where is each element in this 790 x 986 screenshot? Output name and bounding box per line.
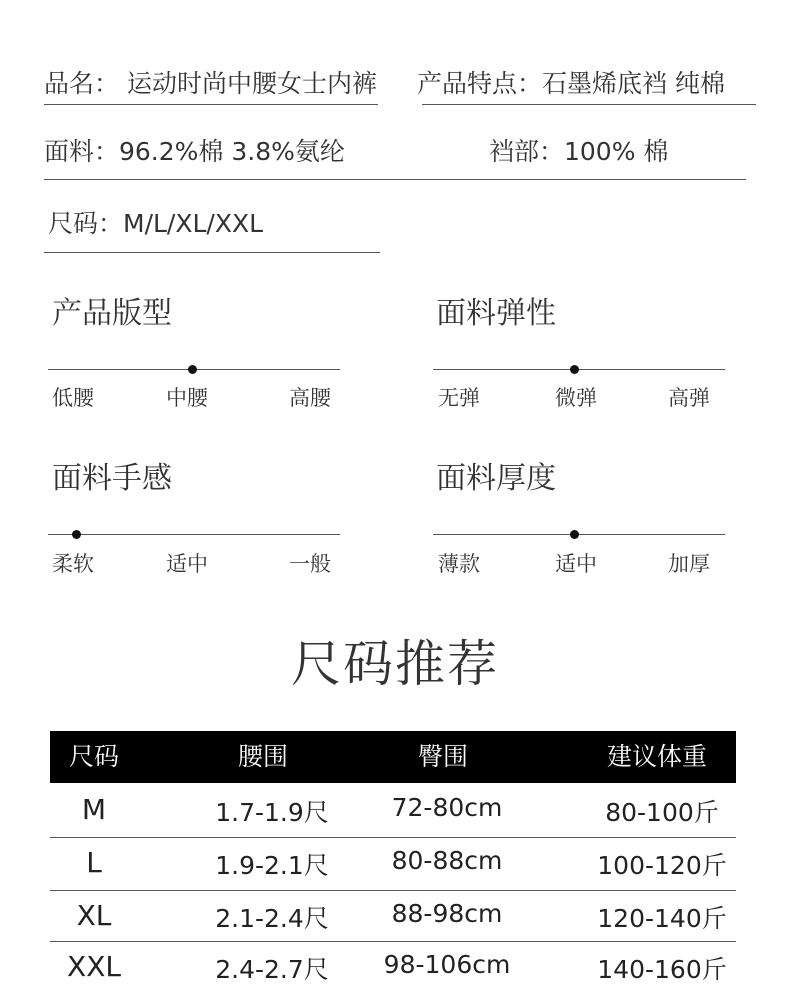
cell-weight: 140-160斤 xyxy=(597,955,727,984)
attribute-title: 面料厚度 xyxy=(436,461,556,496)
cell-size: M xyxy=(81,793,107,826)
scale-label: 适中 xyxy=(166,552,208,576)
cell-size: L xyxy=(86,846,102,879)
attribute-title: 面料弹性 xyxy=(436,296,556,331)
scale-label: 一般 xyxy=(289,552,331,576)
cell-waist: 1.9-2.1尺 xyxy=(215,851,329,880)
divider xyxy=(44,104,378,105)
cell-hip: 72-80cm xyxy=(391,793,503,822)
cell-weight: 80-100斤 xyxy=(605,798,719,827)
cell-size: XXL xyxy=(67,950,121,983)
scale-label: 微弹 xyxy=(555,386,597,410)
scale-label: 高腰 xyxy=(289,386,331,410)
scale-marker xyxy=(570,365,579,374)
cell-waist: 2.4-2.7尺 xyxy=(215,955,329,984)
cell-weight: 100-120斤 xyxy=(597,851,727,880)
scale-marker xyxy=(188,365,197,374)
size-list: 尺码：M/L/XL/XXL xyxy=(48,209,264,238)
size-recommendation-title: 尺码推荐 xyxy=(291,635,499,693)
size-table-header xyxy=(50,731,736,783)
scale-label: 加厚 xyxy=(668,552,710,576)
cell-waist: 1.7-1.9尺 xyxy=(215,798,329,827)
cell-hip: 80-88cm xyxy=(391,846,503,875)
fabric-composition: 面料：96.2%棉 3.8%氨纶 xyxy=(44,137,345,166)
cell-waist: 2.1-2.4尺 xyxy=(215,904,329,933)
scale-label: 适中 xyxy=(555,552,597,576)
row-divider xyxy=(50,941,736,942)
scale-label: 中腰 xyxy=(166,386,208,410)
scale-line xyxy=(433,534,725,535)
header-weight: 建议体重 xyxy=(607,742,708,771)
row-divider xyxy=(50,837,736,838)
scale-label: 高弹 xyxy=(668,386,710,410)
header-hip: 臀围 xyxy=(418,742,469,771)
attribute-title: 面料手感 xyxy=(52,461,172,496)
scale-marker xyxy=(570,530,579,539)
divider xyxy=(44,252,380,253)
scale-line xyxy=(433,369,725,370)
scale-label: 低腰 xyxy=(52,386,94,410)
product-feature: 产品特点：石墨烯底裆 纯棉 xyxy=(417,69,725,98)
scale-label: 柔软 xyxy=(52,552,94,576)
cell-size: XL xyxy=(76,899,112,932)
divider xyxy=(44,179,746,180)
cell-weight: 120-140斤 xyxy=(597,904,727,933)
crotch-material: 裆部：100% 棉 xyxy=(489,137,669,166)
row-divider xyxy=(50,890,736,891)
divider xyxy=(422,104,756,105)
cell-hip: 88-98cm xyxy=(391,899,503,928)
attribute-title: 产品版型 xyxy=(52,296,172,331)
scale-line xyxy=(48,534,340,535)
scale-label: 无弹 xyxy=(438,386,480,410)
header-size: 尺码 xyxy=(69,742,120,771)
product-name: 品名： 运动时尚中腰女士内裤 xyxy=(44,69,377,98)
header-waist: 腰围 xyxy=(238,742,289,771)
scale-label: 薄款 xyxy=(438,552,480,576)
cell-hip: 98-106cm xyxy=(383,950,511,979)
scale-marker xyxy=(72,530,81,539)
